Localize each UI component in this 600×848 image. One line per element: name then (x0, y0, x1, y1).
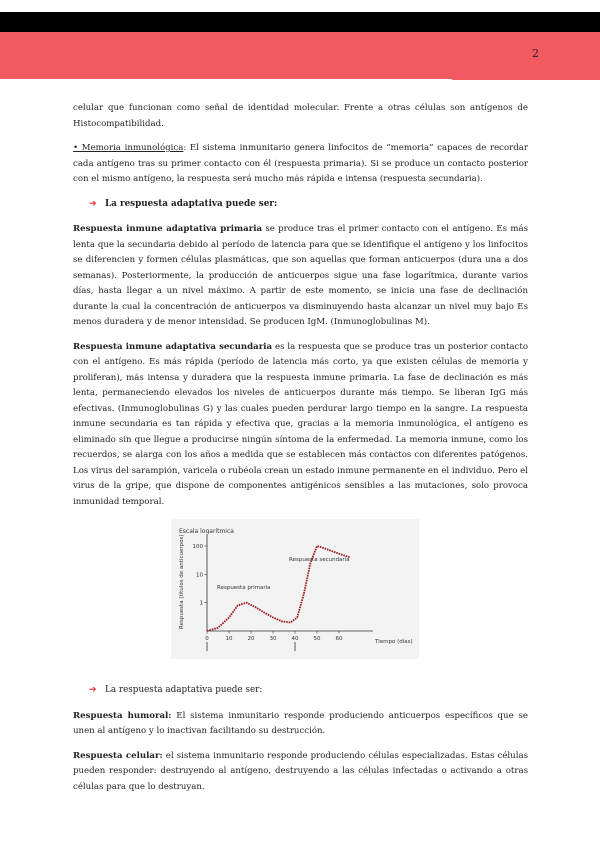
paragraph-humoral-response: Respuesta humoral: El sistema inmunitario responde produciendo anticuerpos específicos que se unen al antígeno y lo inactivan facilitando su destrucción. (73, 710, 528, 736)
cellular-response-label: Respuesta celular: (73, 750, 163, 761)
paragraph-cellular-response: Respuesta celular: el sistema inmunitario responde produciendo células especializadas. Estas células pueden responder: destruyendo al antígeno, destruyendo a las células infectadas o activando a otras células para que lo destruyan. (73, 750, 528, 792)
x-tick-label: 20 (247, 636, 255, 642)
antibody-response-chart (171, 519, 419, 659)
paragraph-memory: • Memoria inmunológica: El sistema inmunitario genera linfocitos de “memoria” capaces de recordar cada antígeno tras su primer contacto con él (respuesta primaria). Si se produce un contacto posterior con el mismo antígeno, la respuesta será mucho más rápida e intensa (respuesta secundaria). (73, 143, 528, 184)
x-tick-label: 60 (335, 636, 343, 642)
chart-y-axis-label: Respuesta (títulos de anticuerpos) (179, 534, 185, 629)
y-tick-label: 1 (199, 600, 203, 607)
antibody-response-figure (171, 519, 419, 659)
chart-x-axis-label: Tiempo (días) (375, 639, 413, 645)
bullet-adaptive-response-2 (89, 683, 528, 699)
memory-label: • Memoria inmunológica (73, 143, 184, 153)
header-bar-red (0, 32, 600, 79)
page-number: 2 (532, 47, 539, 60)
arrow-right-icon: ➔ (89, 685, 97, 695)
paragraph-histocompatibility: celular que funcionan como señal de identidad molecular. Frente a otras células son antígenos de Histocompatibilidad. (73, 103, 528, 129)
annotation-secondary-response: Respuesta secundaria (289, 557, 350, 563)
x-tick-label: 10 (225, 636, 233, 642)
arrow-right-icon: ➔ (89, 198, 97, 209)
header-bar-black (0, 12, 600, 32)
annotation-primary-response: Respuesta primaria (217, 585, 271, 591)
bullet-title: La respuesta adaptativa puede ser: (105, 198, 278, 209)
paragraph-primary-response: Respuesta inmune adaptativa primaria se produce tras el primer contacto con el antígeno. Es más lenta que la secundaria debido al período de latencia para que se identifique el antígeno y los linfocitos se diferencien y formen células plasmáticas, que son aquellas que forman anticuerpos (dura una a dos semanas). Posteriormente, la producción de anticuerpos sigue una fase logarítmica, durante varios días, hasta llegar a un nivel máximo. A partir de este momento, se inicia una fase de declinación durante la cual la concentración de anticuerpos va disminuyendo hasta alcanzar un nivel muy bajo Es menos duradera y de menor intensidad. Se producen IgM. (Inmunoglobulinas M). (73, 224, 529, 327)
header-red-rule (452, 78, 600, 80)
primary-response-label: Respuesta inmune adaptativa primaria (73, 224, 263, 234)
x-tick-label: 50 (313, 636, 321, 642)
x-tick-label: 40 (291, 636, 299, 642)
document-body (73, 101, 528, 804)
bullet-title: La respuesta adaptativa puede ser: (105, 685, 263, 695)
y-tick-label: 100 (192, 543, 203, 550)
paragraph-secondary-response: Respuesta inmune adaptativa secundaria es la respuesta que se produce tras un posterior contacto con el antígeno. Es más rápida (período de latencia más corto, ya que existen células de memoria y proliferan), más intensa y duradera que la respuesta inmune primaria. La fase de declinación es más lenta, permaneciendo elevados los niveles de anticuerpos durante más tiempo. Se liberan IgG más efectivas. (Inmunoglobulinas G) y las cuales pueden perdurar largo tiempo en la sangre. La respuesta inmune secundaria es tan rápida y efectiva que, gracias a la memoria inmunológica, el antígeno es eliminado sin que llegue a producirse ningún síntoma de la enfermedad. La memoria inmune, como los recuerdos, se alarga con los años a medida que se establecen más contactos con diferentes patógenos. Los virus del sarampión, varicela o rubéola crean un estado inmune permanente en el individuo. Pero el virus de la gripe, que dispone de componentes antigénicos sensibles a las mutaciones, solo provoca inmunidad temporal. (73, 341, 528, 507)
secondary-response-label: Respuesta inmune adaptativa secundaria (73, 341, 273, 352)
x-tick-label: 30 (269, 636, 277, 642)
x-tick-label: 0 (205, 636, 209, 642)
humoral-response-label: Respuesta humoral: (73, 710, 172, 721)
bullet-adaptive-response-1 (89, 197, 528, 213)
chart-scale-label: Escala logarítmica (179, 528, 234, 535)
y-tick-label: 10 (196, 572, 203, 579)
